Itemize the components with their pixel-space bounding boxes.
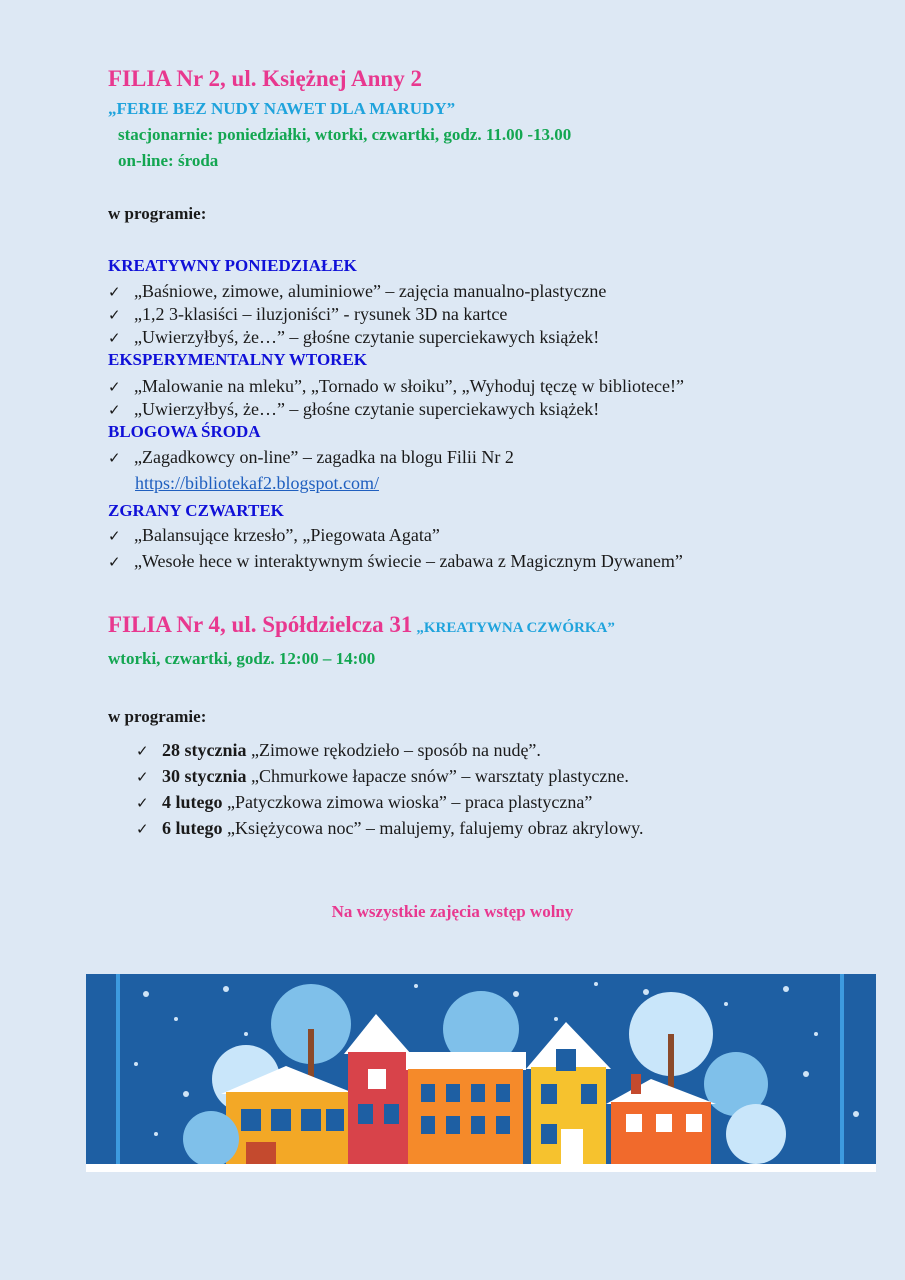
check-icon: ✓ (136, 820, 149, 838)
free-entry-note: Na wszystkie zajęcia wstęp wolny (331, 902, 574, 921)
winter-village-illustration (86, 974, 876, 1172)
check-icon: ✓ (108, 306, 121, 324)
list-item: ✓ „Uwierzyłbyś, że…” – głośne czytanie superciekawych książek! (108, 327, 600, 347)
check-icon: ✓ (108, 553, 121, 571)
list-item: ✓ „Zagadkowcy on-line” – zagadka na blogu Filii Nr 2 (108, 447, 514, 467)
check-icon: ✓ (108, 329, 121, 347)
list-item: ✓ 28 stycznia „Zimowe rękodzieło – sposób na nudę”. (136, 740, 541, 760)
list-item: ✓ „Wesołe hece w interaktywnym świecie – zabawa z Magicznym Dywanem” (108, 551, 683, 571)
filia4-title: FILIA Nr 4, ul. Spółdzielcza 31 (108, 612, 413, 637)
filia4-program-label: w programie: (108, 707, 207, 726)
check-icon: ✓ (136, 742, 149, 760)
filia2-schedule-online: on-line: środa (118, 151, 219, 170)
check-icon: ✓ (108, 527, 121, 545)
check-icon: ✓ (108, 378, 121, 396)
filia2-subtitle: „FERIE BEZ NUDY NAWET DLA MARUDY” (108, 99, 456, 118)
blog-link[interactable]: https://bibliotekaf2.blogspot.com/ (135, 473, 379, 493)
list-item: ✓ „Uwierzyłbyś, że…” – głośne czytanie superciekawych książek! (108, 399, 600, 419)
filia2-schedule-stationary: stacjonarnie: poniedziałki, wtorki, czwartki, godz. 11.00 -13.00 (118, 125, 572, 144)
filia4-subtitle: „KREATYWNA CZWÓRKA” (416, 620, 615, 636)
list-item: ✓ „1,2 3-klasiści – iluzjoniści” - rysunek 3D na kartce (108, 304, 508, 324)
check-icon: ✓ (108, 283, 121, 301)
filia4-heading (108, 612, 615, 638)
filia2-program-label: w programie: (108, 204, 207, 223)
filia2-title: FILIA Nr 2, ul. Księżnej Anny 2 (108, 66, 422, 91)
check-icon: ✓ (108, 449, 121, 467)
day-heading: KREATYWNY PONIEDZIAŁEK (108, 256, 357, 275)
list-item: ✓ 4 lutego „Patyczkowa zimowa wioska” – praca plastyczna” (136, 792, 593, 812)
day-heading: BLOGOWA ŚRODA (108, 422, 261, 441)
list-item: ✓ „Malowanie na mleku”, „Tornado w słoiku”, „Wyhoduj tęczę w bibliotece!” (108, 376, 684, 396)
list-item: ✓ 6 lutego „Księżycowa noc” – malujemy, falujemy obraz akrylowy. (136, 818, 644, 838)
list-item: ✓ 30 stycznia „Chmurkowe łapacze snów” – warsztaty plastyczne. (136, 766, 629, 786)
list-item: ✓ „Balansujące krzesło”, „Piegowata Agata” (108, 525, 440, 545)
list-item: ✓ „Baśniowe, zimowe, aluminiowe” – zajęcia manualno-plastyczne (108, 281, 607, 301)
check-icon: ✓ (136, 794, 149, 812)
check-icon: ✓ (108, 401, 121, 419)
check-icon: ✓ (136, 768, 149, 786)
filia4-schedule: wtorki, czwartki, godz. 12:00 – 14:00 (108, 649, 376, 668)
day-heading: EKSPERYMENTALNY WTOREK (108, 350, 368, 369)
day-heading: ZGRANY CZWARTEK (108, 501, 284, 520)
